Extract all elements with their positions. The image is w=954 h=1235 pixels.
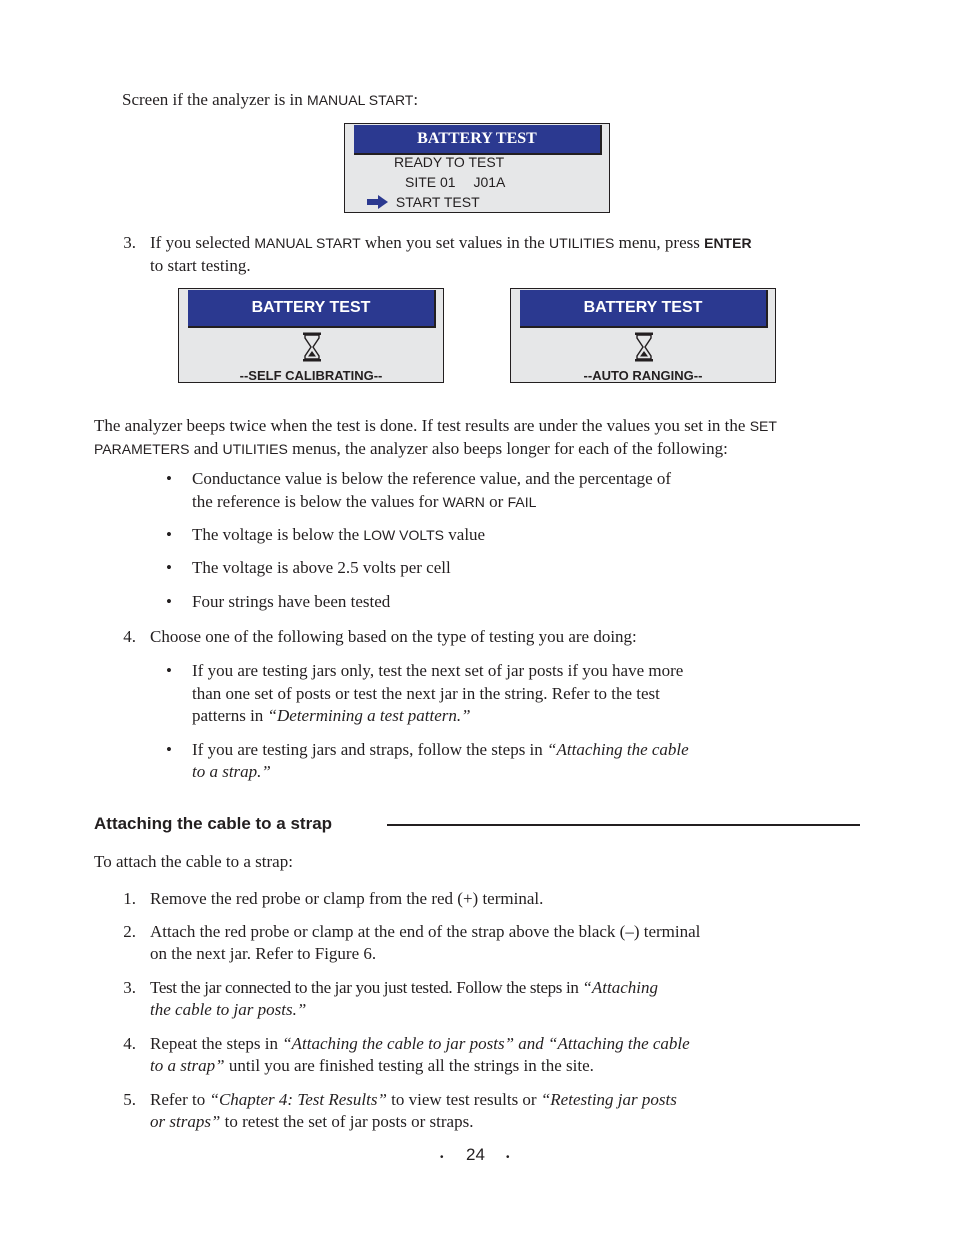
beeps-term-set: SET: [749, 418, 777, 434]
beep-bullet-3: The voltage is above 2.5 volts per cell: [192, 558, 451, 577]
step-3-line1: [150, 232, 752, 254]
strap-step-5-line1: [150, 1089, 677, 1111]
retesting-link[interactable]: “Retesting jar posts: [540, 1090, 677, 1109]
manual-start-screen: [344, 123, 610, 213]
attaching-strap-ref-link[interactable]: to a strap”: [150, 1056, 225, 1075]
strap-step-5-text-c: to retest the set of jar posts or straps.: [220, 1112, 474, 1131]
step-4-bullet-2-line1: [192, 739, 689, 761]
auto-ranging-screen: [510, 288, 776, 383]
beeps-line2: [94, 438, 728, 460]
step-3-line2: to start testing.: [150, 256, 251, 275]
attaching-strap-link[interactable]: “Attaching the cable: [547, 740, 689, 759]
step-3-text-c: menu, press: [614, 233, 705, 252]
bullet-dot: •: [166, 592, 172, 611]
strap-step-1-number: 1.: [123, 889, 136, 908]
bullet-dot: •: [166, 558, 172, 577]
attaching-refs-link[interactable]: “Attaching the cable to jar posts” and “Attaching the cable: [282, 1034, 690, 1053]
hourglass-icon: [302, 332, 322, 362]
start-test-line: [367, 193, 480, 211]
attaching-strap-link-line2[interactable]: to a strap.”: [192, 762, 271, 781]
section-heading: Attaching the cable to a strap: [94, 814, 333, 833]
site-label: SITE 01: [405, 174, 456, 190]
step-3-term-manual-start: MANUAL START: [254, 235, 361, 251]
bullet-dot: •: [166, 525, 172, 544]
beep-bullet-4: Four strings have been tested: [192, 592, 391, 611]
intro-text-before: Screen if the analyzer is in: [122, 90, 308, 109]
section-intro: To attach the cable to a strap:: [94, 852, 293, 871]
screen-title: BATTERY TEST: [188, 290, 436, 328]
beeps-text-a: The analyzer beeps twice when the test is done. If test results are under the values you set in the: [94, 416, 750, 435]
strap-step-2-line2: on the next jar. Refer to Figure 6.: [150, 944, 377, 963]
beep-bullet-2-text-b: value: [444, 525, 486, 544]
strap-step-5-line2: [150, 1111, 473, 1133]
step-4-bullet-1-text: patterns in: [192, 706, 268, 725]
beep-bullet-1-line1: Conductance value is below the reference value, and the percentage of: [192, 469, 672, 488]
attaching-jar-posts-link[interactable]: “Attaching: [582, 978, 658, 997]
strap-step-2-number: 2.: [123, 922, 136, 941]
self-calibrating-screen: [178, 288, 444, 383]
strap-step-4-text-b: until you are finished testing all the strings in the site.: [224, 1056, 594, 1075]
retesting-link-line2[interactable]: or straps”: [150, 1112, 221, 1131]
strap-step-4-line1: [150, 1033, 690, 1055]
bullet-dot: •: [166, 469, 172, 488]
intro-text-after: :: [413, 90, 419, 109]
auto-ranging-status: --AUTO RANGING--: [583, 368, 703, 383]
beeps-term-parameters: PARAMETERS: [94, 441, 190, 457]
strap-step-3-text: Test the jar connected to the jar you just tested. Follow the steps in: [150, 978, 583, 997]
beep-bullet-1-text-a: the reference is below the values for: [192, 492, 443, 511]
intro-term: MANUAL START: [307, 92, 414, 108]
strap-step-3-line1: [150, 977, 658, 999]
beep-bullet-1-term-fail: FAIL: [507, 494, 537, 510]
step-3-term-utilities: UTILITIES: [549, 235, 615, 251]
step-4-bullet-1-line1: If you are testing jars only, test the next set of jar posts if you have more: [192, 661, 684, 680]
step-3-text-a: If you selected: [150, 233, 255, 252]
beeps-line1: [94, 415, 777, 437]
strap-step-5-number: 5.: [123, 1090, 136, 1109]
attaching-jar-posts-link-line2[interactable]: the cable to jar posts.”: [150, 1000, 307, 1019]
ready-to-test-line: READY TO TEST: [394, 154, 505, 170]
strap-step-1-text: Remove the red probe or clamp from the red (+) terminal.: [150, 889, 544, 908]
strap-step-5-text-a: Refer to: [150, 1090, 210, 1109]
right-arrow-icon: [367, 195, 389, 209]
footer-bullet-left: •: [440, 1152, 444, 1163]
step-4-number: 4.: [123, 627, 136, 646]
screen-title: BATTERY TEST: [354, 125, 602, 155]
strap-step-2-line1: Attach the red probe or clamp at the end of the strap above the black (–) terminal: [150, 922, 701, 941]
step-3-number: 3.: [123, 233, 136, 252]
section-rule: [387, 824, 860, 826]
self-calibrating-status: --SELF CALIBRATING--: [239, 368, 383, 383]
footer-bullet-right: •: [506, 1152, 510, 1163]
beeps-text-b: and: [189, 439, 223, 458]
strap-step-4-number: 4.: [123, 1034, 136, 1053]
strap-step-3-number: 3.: [123, 978, 136, 997]
beep-bullet-1-text-b: or: [484, 492, 508, 511]
step-4-bullet-2-text: If you are testing jars and straps, follow the steps in: [192, 740, 548, 759]
hourglass-icon: [634, 332, 654, 362]
step-4-bullet-1-line3: [192, 705, 471, 727]
start-test-label: START TEST: [395, 194, 480, 210]
bullet-dot: •: [166, 740, 172, 759]
beep-bullet-1-term-warn: WARN: [442, 494, 485, 510]
beep-bullet-2: [192, 524, 485, 546]
chapter-4-link[interactable]: “Chapter 4: Test Results”: [209, 1090, 387, 1109]
strap-step-4-text: Repeat the steps in: [150, 1034, 283, 1053]
beeps-text-c: menus, the analyzer also beeps longer for each of the following:: [287, 439, 728, 458]
step-4-text: Choose one of the following based on the type of testing you are doing:: [150, 627, 637, 646]
determining-pattern-link[interactable]: “Determining a test pattern.”: [267, 706, 471, 725]
strap-step-5-text-b: to view test results or: [386, 1090, 541, 1109]
jar-label: J01A: [473, 174, 506, 190]
step-4-bullet-1-line2: than one set of posts or test the next jar in the string. Refer to the test: [192, 684, 660, 703]
intro-text: [122, 89, 418, 111]
bullet-dot: •: [166, 661, 172, 680]
screen-title: BATTERY TEST: [520, 290, 768, 328]
beep-bullet-1-line2: [192, 491, 536, 513]
beep-bullet-2-term-low-volts: LOW VOLTS: [363, 527, 445, 543]
step-3-key-enter: ENTER: [704, 235, 752, 251]
page-number: 24: [466, 1145, 485, 1164]
strap-step-4-line2: [150, 1055, 594, 1077]
beeps-term-utilities: UTILITIES: [222, 441, 288, 457]
step-3-text-b: when you set values in the: [360, 233, 550, 252]
site-line: [405, 173, 505, 191]
beep-bullet-2-text-a: The voltage is below the: [192, 525, 364, 544]
